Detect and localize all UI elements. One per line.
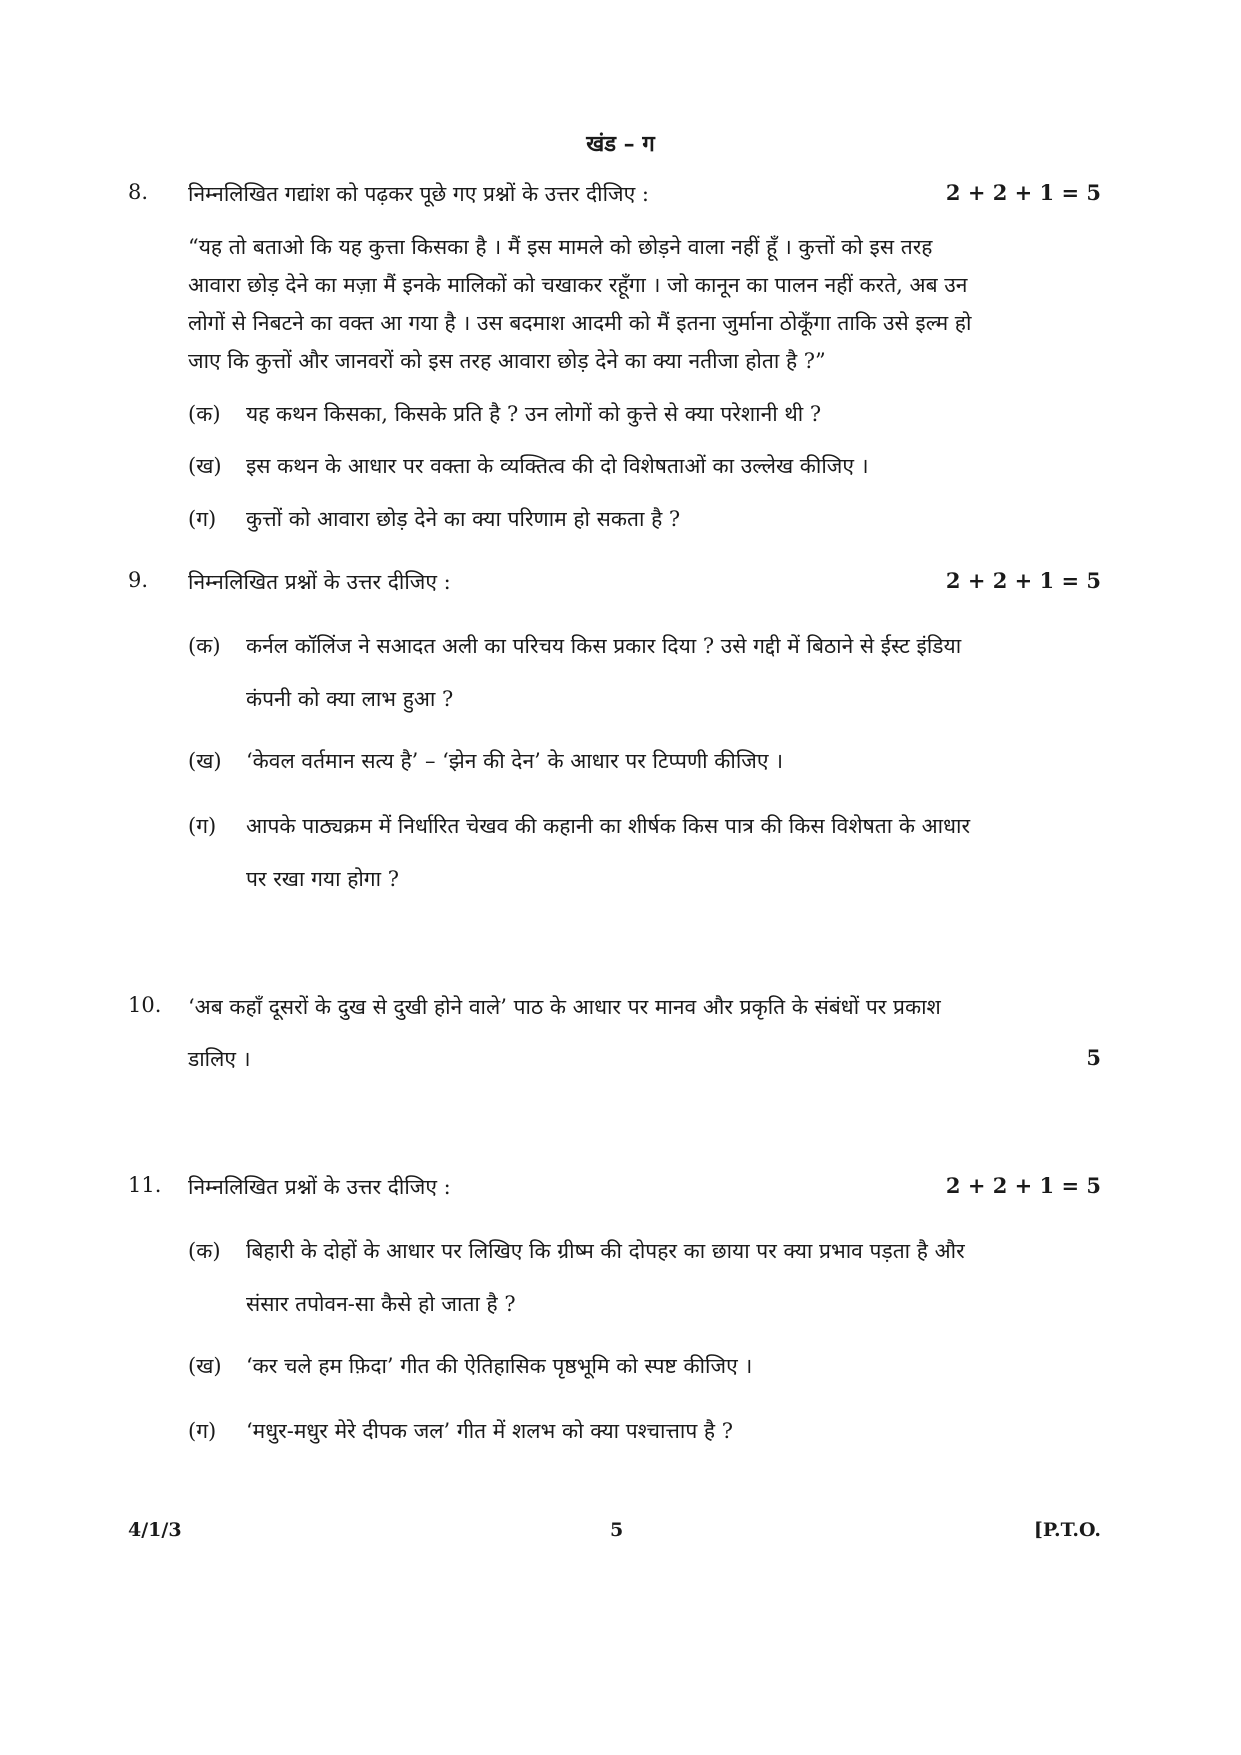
passage-line: लोगों से निबटने का वक्त आ गया है । उस बदमाश आदमी को मैं इतना जुर्माना ठोकूँगा ताकि उसे इल्म हो xyxy=(188,311,972,335)
question-11-marks: 2 + 2 + 1 = 5 xyxy=(945,1173,1101,1198)
q8-part-ka-label: (क) xyxy=(188,402,221,426)
q9-part-ka-text: कर्नल कॉलिंज ने सआदत अली का परिचय किस प्रकार दिया ? उसे गद्दी में बिठाने से ईस्ट इंडिया xyxy=(246,634,962,658)
question-8-number: 8. xyxy=(128,180,149,204)
question-11-text: निम्नलिखित प्रश्नों के उत्तर दीजिए : xyxy=(188,1175,451,1199)
passage-line: आवारा छोड़ देने का मज़ा मैं इनके मालिकों को चखाकर रहूँगा । जो कानून का पालन नहीं करते, अब उन xyxy=(188,273,968,297)
q9-part-ka-label: (क) xyxy=(188,634,221,658)
q8-part-ga-label: (ग) xyxy=(188,507,217,531)
q8-part-ga-text: कुत्तों को आवारा छोड़ देने का क्या परिणाम हो सकता है ? xyxy=(246,507,681,531)
q8-part-kha-text: इस कथन के आधार पर वक्ता के व्यक्तित्व की दो विशेषताओं का उल्लेख कीजिए । xyxy=(246,454,869,478)
page-number: 5 xyxy=(610,1519,624,1541)
question-10-text-cont: डालिए । xyxy=(188,1047,251,1071)
passage-line: जाए कि कुत्तों और जानवरों को इस तरह आवारा छोड़ देने का क्या नतीजा होता है ?” xyxy=(188,349,826,373)
q8-part-ka-text: यह कथन किसका, किसके प्रति है ? उन लोगों को कुत्ते से क्या परेशानी थी ? xyxy=(246,402,822,426)
question-9-text: निम्नलिखित प्रश्नों के उत्तर दीजिए : xyxy=(188,570,451,594)
q9-part-ga-text: आपके पाठ्यक्रम में निर्धारित चेखव की कहानी का शीर्षक किस पात्र की किस विशेषता के आधार xyxy=(246,814,971,838)
please-turn-over: [P.T.O. xyxy=(1033,1519,1101,1541)
question-9-number: 9. xyxy=(128,568,149,592)
q11-part-ka-text-cont: संसार तपोवन-सा कैसे हो जाता है ? xyxy=(246,1292,516,1316)
question-9-marks: 2 + 2 + 1 = 5 xyxy=(945,568,1101,593)
question-11-number: 11. xyxy=(128,1173,162,1197)
section-title: खंड – ग xyxy=(586,131,655,157)
paper-code: 4/1/3 xyxy=(128,1519,182,1541)
question-10-marks: 5 xyxy=(1086,1045,1101,1070)
question-8-marks: 2 + 2 + 1 = 5 xyxy=(945,180,1101,205)
question-8-text: निम्नलिखित गद्यांश को पढ़कर पूछे गए प्रश्नों के उत्तर दीजिए : xyxy=(188,182,650,206)
q11-part-ka-label: (क) xyxy=(188,1239,221,1263)
q11-part-ga-label: (ग) xyxy=(188,1419,217,1443)
q9-part-kha-text: ‘केवल वर्तमान सत्य है’ – ‘झेन की देन’ के आधार पर टिप्पणी कीजिए । xyxy=(246,749,784,773)
q11-part-ga-text: ‘मधुर-मधुर मेरे दीपक जल’ गीत में शलभ को क्या पश्चात्ताप है ? xyxy=(246,1419,734,1443)
q11-part-ka-text: बिहारी के दोहों के आधार पर लिखिए कि ग्रीष्म की दोपहर का छाया पर क्या प्रभाव पड़ता है और xyxy=(246,1239,965,1263)
q9-part-ga-label: (ग) xyxy=(188,814,217,838)
question-10-number: 10. xyxy=(128,993,162,1017)
passage-line: “यह तो बताओ कि यह कुत्ता किसका है । मैं इस मामले को छोड़ने वाला नहीं हूँ । कुत्तों को इस तरह xyxy=(188,235,933,259)
q9-part-ka-text-cont: कंपनी को क्या लाभ हुआ ? xyxy=(246,687,454,711)
question-10-text: ‘अब कहाँ दूसरों के दुख से दुखी होने वाले’ पाठ के आधार पर मानव और प्रकृति के संबंधों पर प्रकाश xyxy=(188,995,941,1019)
q8-part-kha-label: (ख) xyxy=(188,454,222,478)
q9-part-ga-text-cont: पर रखा गया होगा ? xyxy=(246,867,399,891)
q11-part-kha-label: (ख) xyxy=(188,1354,222,1378)
q9-part-kha-label: (ख) xyxy=(188,749,222,773)
q11-part-kha-text: ‘कर चले हम फ़िदा’ गीत की ऐतिहासिक पृष्ठभूमि को स्पष्ट कीजिए । xyxy=(246,1354,753,1378)
